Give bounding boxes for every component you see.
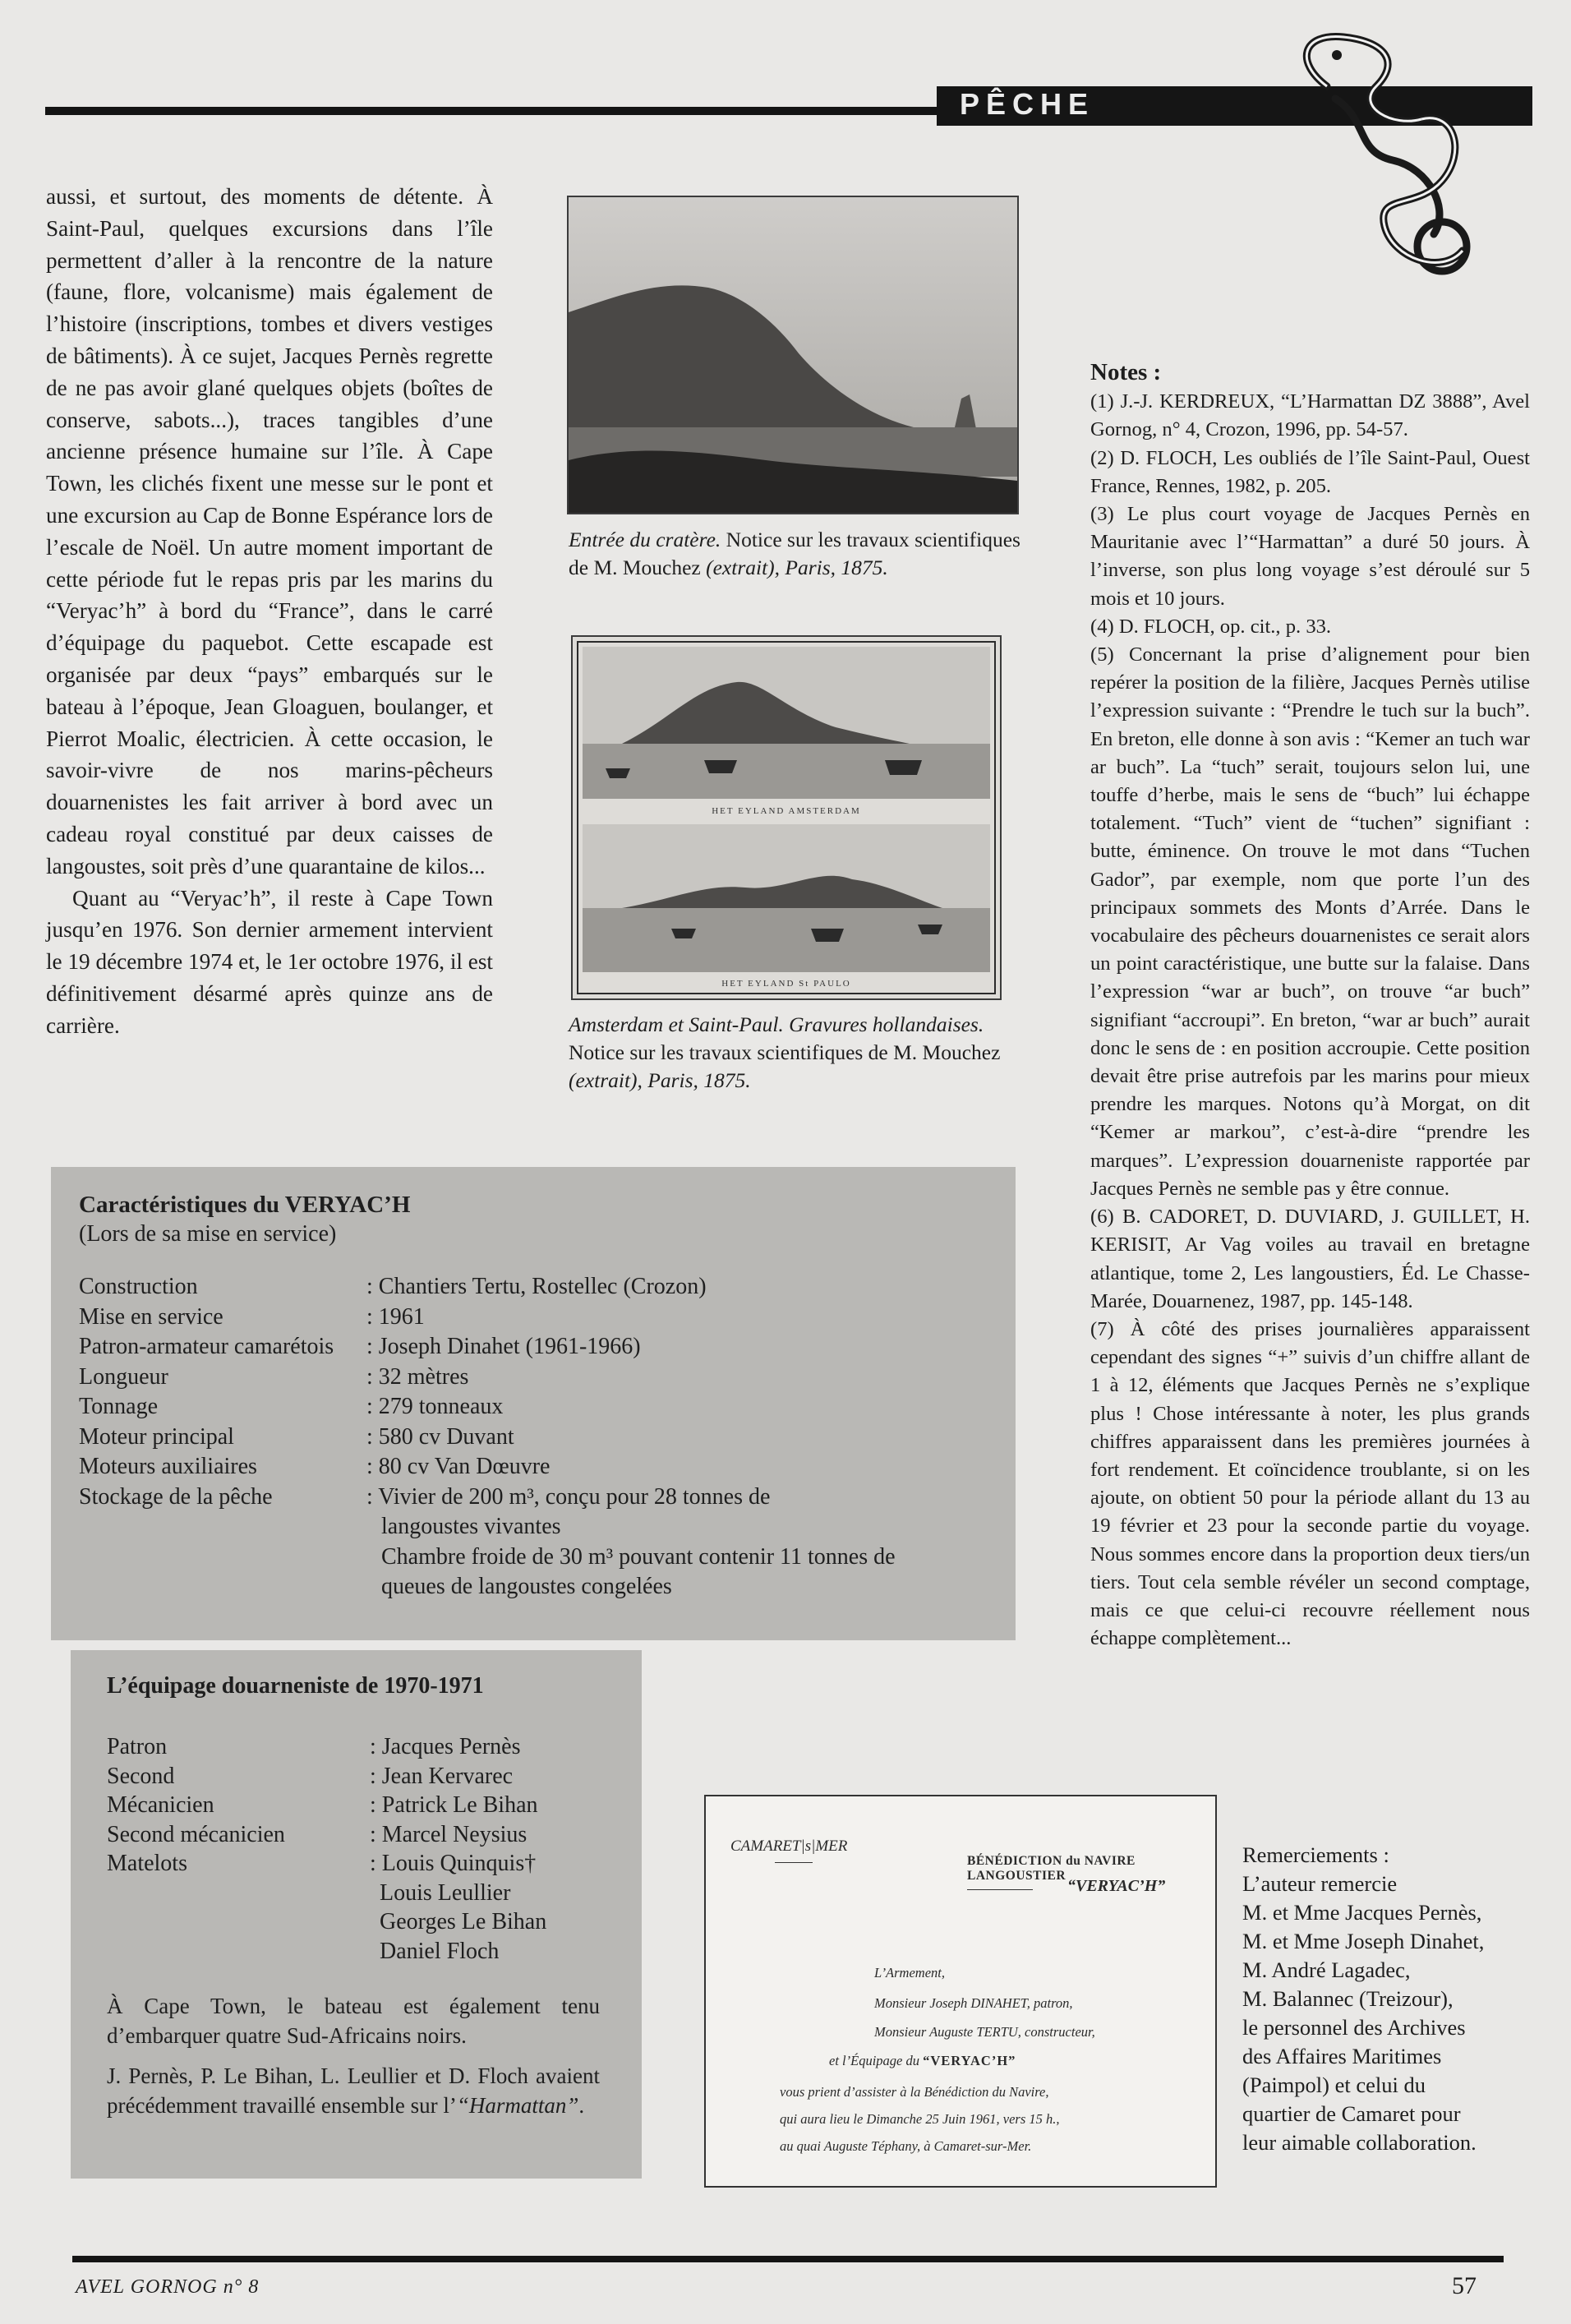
card-line: au quai Auguste Téphany, à Camaret-sur-Mer.: [780, 2138, 1032, 2154]
acknowledgements: [1242, 1841, 1538, 2157]
crew-box: [71, 1650, 642, 2179]
card-line: et l’Équipage du “VERYAC’H”: [829, 2053, 1016, 2068]
crew-note: J. Pernès, P. Le Bihan, L. Leullier et D. Floch avaient précédemment travaillé ensemble sur l’“Harmattan”.: [107, 2063, 600, 2118]
page-number: 57: [1452, 2272, 1477, 2299]
table-row: Louis Leullier: [380, 1879, 511, 1906]
card-ship-name: “VERYAC’H”: [1067, 1877, 1166, 1895]
thanks-line: M. et Mme Joseph Dinahet,: [1242, 1929, 1485, 1953]
plate-label-amsterdam: HET EYLAND AMSTERDAM: [712, 806, 861, 816]
thanks-line: leur aimable collaboration.: [1242, 2130, 1477, 2155]
crater-caption: Entrée du cratère. Notice sur les travaux scientifiques de M. Mouchez (extrait), Paris, 1875.: [569, 528, 1020, 579]
celtic-dragon-ornament-icon: [1278, 29, 1483, 292]
note-item: (3) Le plus court voyage de Jacques Pernès en Mauritanie avec l’“Harmattan” a duré 50 jours. À l’inverse, son plus long voyage s’est déroulé sur 5 mois et 10 jours.: [1090, 503, 1530, 610]
note-item: (6) B. CADORET, D. DUVIARD, J. GUILLET, H. KERISIT, Ar Vag voiles au travail en bretagne atlantique, tome 2, Les langoustiers, Éd. Le Chasse-Marée, Douarnenez, 1987, pp. 145-148.: [1090, 1206, 1530, 1312]
thanks-line: des Affaires Maritimes: [1242, 2044, 1442, 2068]
header-rule: [45, 107, 941, 115]
crater-entrance-picture: [569, 197, 1017, 513]
card-line: Monsieur Auguste TERTU, constructeur,: [874, 2024, 1095, 2040]
table-row: langoustes vivantes: [381, 1514, 561, 1539]
thanks-line: M. et Mme Jacques Pernès,: [1242, 1900, 1482, 1925]
table-row: Matelots : Louis Quinquis†: [107, 1851, 537, 1876]
crew-note: À Cape Town, le bateau est également tenu d’embarquer quatre Sud-Africains noirs.: [107, 1994, 600, 2048]
ship-specifications-box: [51, 1167, 1016, 1640]
amsterdam-saint-paul-engravings: [571, 635, 1002, 1000]
thanks-line: M. André Lagadec,: [1242, 1957, 1411, 1982]
table-row: Daniel Floch: [380, 1938, 500, 1964]
thanks-line: quartier de Camaret pour: [1242, 2101, 1461, 2126]
table-row: Patron : Jacques Pernès: [107, 1734, 521, 1759]
table-row: Stockage de la pêche : Vivier de 200 m³, conçu pour 28 tonnes de: [79, 1483, 771, 1510]
note-item: (7) À côté des prises journalières apparaissent cependant des signes “+” suivis d’un chiffre allant de 1 à 12, éléments que Jacques Pernès ne s’explique plus ! Chose intéressante à noter, les plus grands chiffres apparaissent dans les premières journées à fort rendement. Et coïncidence troublante, si on les ajoute, on obtient 50 pour la période allant du 13 au 19 février et 23 pour la seconde partie du voyage. Nous sommes encore dans la proportion deux tiers/un tiers. Tout cela semble révéler un second comptage, mais ce que celui-ci recouvre réellement nous échappe complètement...: [1090, 1317, 1530, 1650]
notes-title: Notes :: [1090, 359, 1162, 385]
article-body: [46, 181, 493, 1042]
note-item: (4) D. FLOCH, op. cit., p. 33.: [1090, 615, 1332, 638]
dutch-engravings-picture: [573, 637, 1000, 998]
specs-subtitle: (Lors de sa mise en service): [79, 1221, 337, 1247]
section-title: PÊCHE: [960, 87, 1095, 121]
plate-label-saint-paul: HET EYLAND St PAULO: [721, 979, 851, 989]
table-row: Moteurs auxiliaires : 80 cv Van Dœuvre: [79, 1454, 551, 1479]
footer-rule: [72, 2256, 1504, 2262]
thanks-line: M. Balannec (Treizour),: [1242, 1986, 1454, 2011]
table-row: Second : Jean Kervarec: [107, 1763, 514, 1789]
table-row: Construction : Chantiers Tertu, Rostellec (Crozon): [79, 1274, 707, 1299]
crater-entrance-engraving: [567, 196, 1019, 514]
article-paragraph: Quant au “Veryac’h”, il reste à Cape Town jusqu’en 1976. Son dernier armement intervient le 19 décembre 1974 et, le 1er octobre 1976, il est définitivement désarmé après quinze ans de carrière.: [46, 885, 493, 1038]
card-divider: [967, 1889, 1033, 1890]
specs-title: Caractéristiques du VERYAC’H: [79, 1192, 411, 1218]
table-row: Moteur principal : 580 cv Duvant: [79, 1423, 514, 1450]
note-item: (5) Concernant la prise d’alignement pour bien repérer la position de la filière, Jacques Pernès utilise l’expression suivante : “Prendre le tuch sur la buch”. En breton, elle donne à son avis : “Kemer an tuch war ar buch”. La “tuch” serait, toujours selon lui, une touffe d’herbe, mais le sens de “buch” lui échappe totalement. “Tuch” vient de “tuchen” signifiant : butte, éminence. On trouve le mot dans “Tuchen Gador”, par exemple, nom que porte l’un des principaux sommets des Monts d’Arrée. Dans le vocabulaire des pêcheurs douarnenistes ce serait alors un point caractéristique, une butte sur la falaise. Dans l’expression “war ar buch”, on trouve “ar buch” signifiant “accroupi”. En breton, “war ar buch” aurait donc le sens de : en position accroupie. Cette position devait être prise autrefois par les marins pour mieux prendre les marques. Notons qu’à Morgat, on dit “Kemer ar markou”, c’est-à-dire “prendre les marques”. L’expression douarneniste rapportée par Jacques Pernès ne semble pas y être connue.: [1090, 643, 1530, 1200]
thanks-line: (Paimpol) et celui du: [1242, 2073, 1426, 2097]
notes-column: [1090, 358, 1530, 1653]
card-line: L’Armement,: [874, 1965, 945, 1980]
thanks-line: L’auteur remercie: [1242, 1871, 1398, 1896]
table-row: queues de langoustes congelées: [381, 1574, 672, 1599]
note-item: (1) J.-J. KERDREUX, “L’Harmattan DZ 3888”, Avel Gornog, n° 4, Crozon, 1996, pp. 54-57.: [1090, 390, 1530, 441]
table-row: Patron-armateur camarétois : Joseph Dinahet (1961-1966): [79, 1334, 641, 1359]
table-row: Tonnage : 279 tonneaux: [79, 1394, 504, 1419]
engravings-caption: Amsterdam et Saint-Paul. Gravures hollandaises. Notice sur les travaux scientifiques de M. Mouchez (extrait), Paris, 1875.: [569, 1012, 1001, 1092]
note-item: (2) D. FLOCH, Les oubliés de l’île Saint-Paul, Ouest France, Rennes, 1982, p. 205.: [1090, 446, 1530, 497]
thanks-line: le personnel des Archives: [1242, 2015, 1466, 2040]
table-row: Georges Le Bihan: [380, 1909, 547, 1934]
table-row: Mise en service : 1961: [79, 1303, 425, 1330]
card-line: vous prient d’assister à la Bénédiction du Navire,: [780, 2084, 1049, 2100]
specs-table: [79, 1272, 896, 1602]
table-row: Longueur : 32 mètres: [79, 1363, 469, 1390]
blessing-invitation-card: [704, 1795, 1217, 2188]
table-row: Chambre froide de 30 m³ pouvant contenir 11 tonnes de: [381, 1543, 896, 1570]
card-line: qui aura lieu le Dimanche 25 Juin 1961, vers 15 h.,: [780, 2111, 1060, 2127]
article-paragraph: aussi, et surtout, des moments de détente. À Saint-Paul, quelques excursions dans l’île permettent d’aller à la rencontre de la nature (faune, flore, volcanisme) mais également de l’histoire (inscriptions, tombes et divers vestiges de bâtiments). À ce sujet, Jacques Pernès regrette de ne pas avoir glané quelques objets (boîtes de conserve, sabots...), traces tangibles d’une ancienne présence humaine sur l’île. À Cape Town, les clichés fixent une messe sur le pont et une excursion au Cap de Bonne Espérance lors de l’escale de Noël. Un autre moment important de cette période fut le repas pris par les marins du “Veryac’h” à bord du “France”, dans le carré d’équipage du paquebot. Cette escapade est organisée par deux “pays” embarqués sur le bateau à l’époque, Jean Gloaguen, boulanger, et Pierrot Moalic, électricien. À cette occasion, le savoir-vivre de nos marins-pêcheurs douarnenistes les fait arriver à bord avec un cadeau royal constitué par deux caisses de langoustes, soit près d’une quarantaine de kilos...: [46, 184, 493, 878]
table-row: Mécanicien : Patrick Le Bihan: [107, 1792, 538, 1818]
card-place: CAMARET|s|MER: [730, 1838, 848, 1855]
publication-name: AVEL GORNOG n° 8: [76, 2276, 260, 2298]
crew-table: [107, 1732, 546, 1966]
crew-title: L’équipage douarneniste de 1970-1971: [107, 1673, 484, 1699]
thanks-title: Remerciements :: [1242, 1842, 1389, 1867]
card-line: Monsieur Joseph DINAHET, patron,: [874, 1995, 1073, 2011]
card-heading: BÉNÉDICTION du NAVIRE LANGOUSTIER: [967, 1854, 1136, 1883]
card-divider: [775, 1862, 813, 1863]
table-row: Second mécanicien : Marcel Neysius: [107, 1821, 528, 1847]
